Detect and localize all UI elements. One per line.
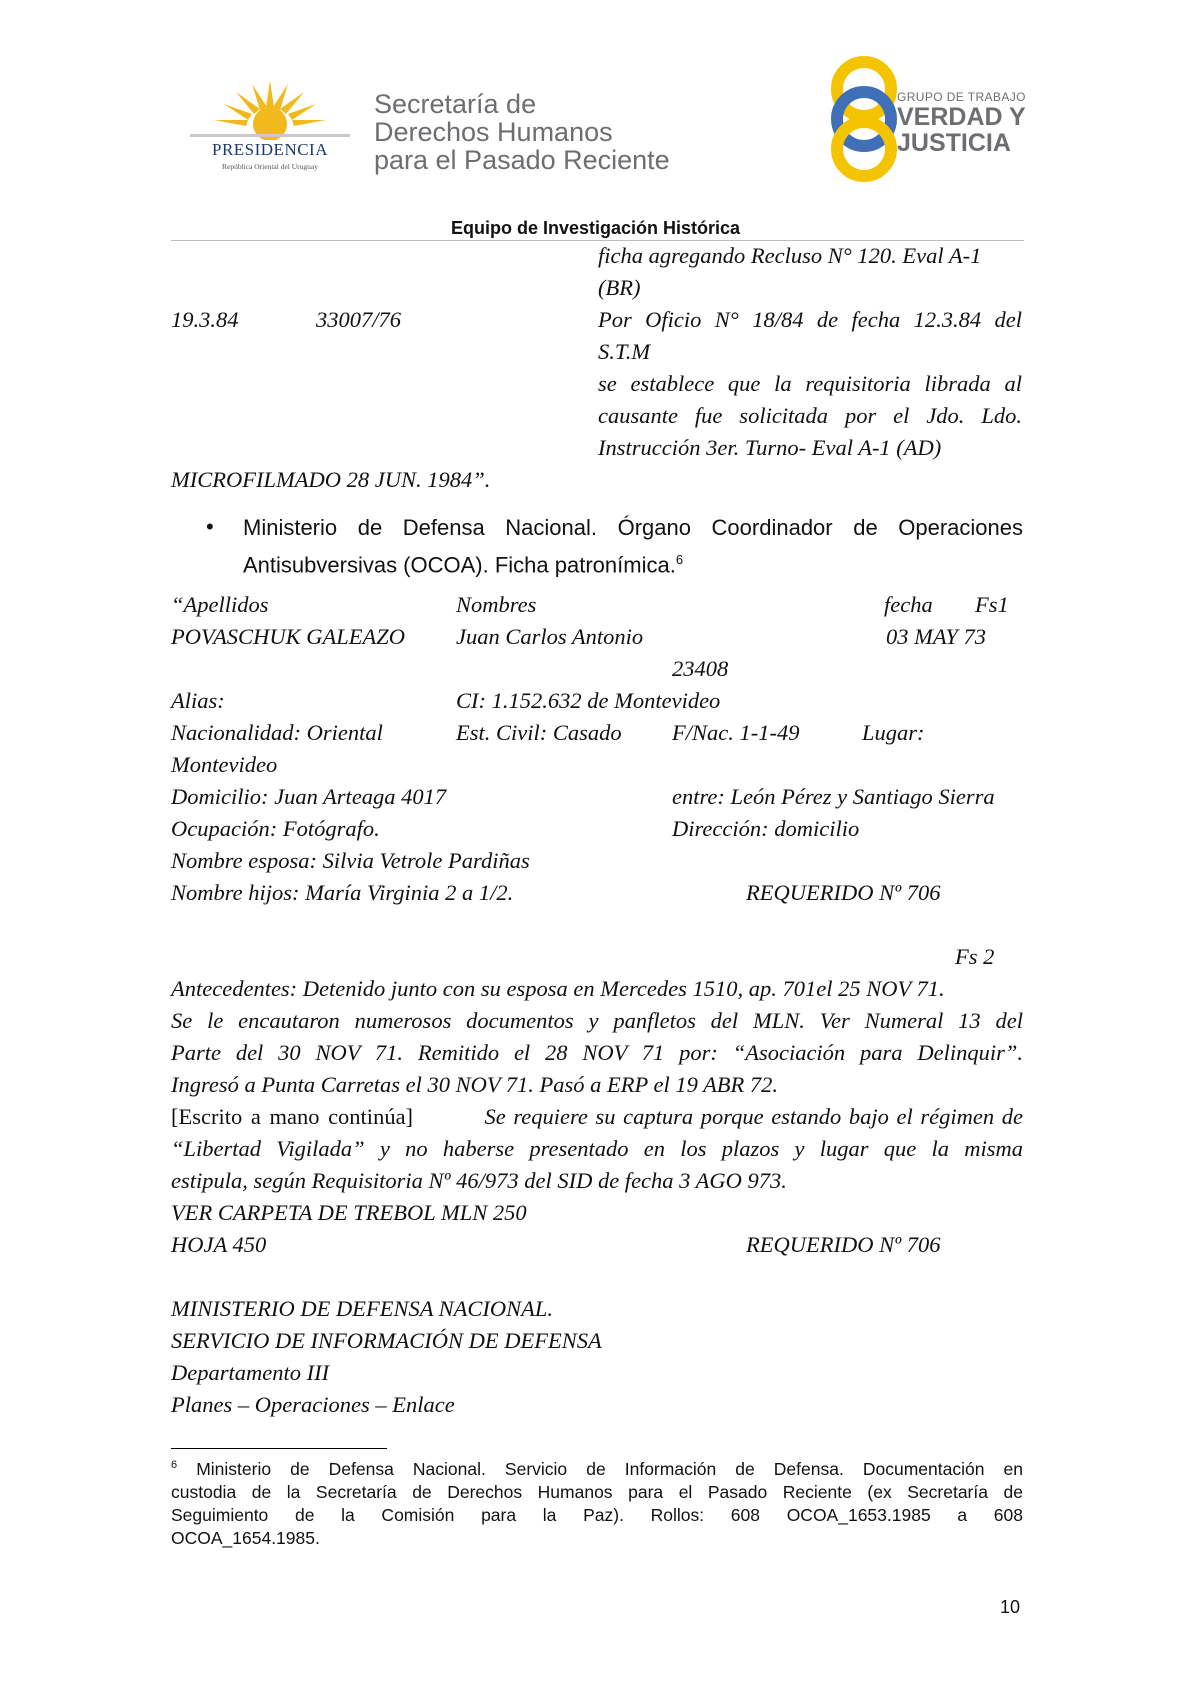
ficha-code: 23408 [672,656,729,681]
ficha-domicilio: Domicilio: Juan Arteaga 4017 [171,784,447,809]
grupo-line-3: JUSTICIA [897,129,1011,157]
hoja-ref: HOJA 450 [171,1232,267,1257]
presidencia-logo [190,78,350,178]
ficha-fecha: 03 MAY 73 [886,624,987,649]
ficha-header-fs: Fs1 [975,592,1009,617]
antecedentes-line-4: Ingresó a Punta Carretas el 30 NOV 71. Pasó a ERP el 19 ABR 72. [171,1072,779,1097]
record-line-7: Instrucción 3er. Turno- Eval A-1 (AD) [598,435,942,460]
record-date: 19.3.84 [171,307,239,332]
ficha-ci: CI: 1.152.632 de Montevideo [456,688,721,713]
footnote-line-2: custodia de la Secretaría de Derechos Humanos para el Pasado Reciente (ex Secretaría de [171,1481,1023,1502]
footnote-reference[interactable]: 6 [675,552,684,567]
requiere-line-1 [171,1101,1023,1133]
antecedentes-line-1: Antecedentes: Detenido junto con su esposa en Mercedes 1510, ap. 701el 25 NOV 71. [171,976,945,1001]
ficha-fecha-nacimiento: F/Nac. 1-1-49 [672,720,800,745]
ficha-nacionalidad: Nacionalidad: Oriental [171,720,383,745]
antecedentes-line-3: Parte del 30 NOV 71. Remitido el 28 NOV 71 por: “Asociación para Delinquir”. [171,1040,1023,1065]
ficha-alias: Alias: [171,688,225,713]
ficha-requerido-1: REQUERIDO Nº 706 [746,880,941,905]
grupo-line-1: GRUPO DE TRABAJO [897,90,1026,104]
ficha-fs2: Fs 2 [955,944,995,969]
secretaria-line-2: Derechos Humanos [374,117,613,147]
bullet-line-1: Ministerio de Defensa Nacional. Órgano Coordinador de Operaciones [243,515,1023,540]
ficha-direccion: Dirección: domicilio [672,816,860,841]
ficha-nombres: Juan Carlos Antonio [456,624,644,649]
ficha-header-apellidos: “Apellidos [171,592,269,617]
ministerio-line-3: Departamento III [171,1360,330,1385]
requiere-text-1: Se requiere su captura porque estando bajo el régimen de [484,1104,1023,1129]
team-title: Equipo de Investigación Histórica [450,218,741,238]
grupo-line-2: VERDAD Y [897,103,1026,131]
ficha-ocupacion: Ocupación: Fotógrafo. [171,816,380,841]
ficha-apellidos: POVASCHUK GALEAZO [171,624,405,649]
secretaria-logo-text [374,90,670,174]
ficha-header-nombres: Nombres [456,592,537,617]
record-line-5: se establece que la requisitoria librada al [598,371,1022,396]
record-line-1: ficha agregando Recluso N° 120. Eval A-1 [598,243,982,268]
republica-label: República Oriental del Uruguay [221,162,318,171]
carpeta-ref: VER CARPETA DE TREBOL MLN 250 [171,1200,527,1225]
ficha-lugar-value: Montevideo [171,752,278,777]
footnote-text-1: Ministerio de Defensa Nacional. Servicio de Información de Defensa. Documentación en [196,1458,1023,1479]
ministerio-line-2: SERVICIO DE INFORMACIÓN DE DEFENSA [171,1328,602,1353]
requiere-line-2: “Libertad Vigilada” y no haberse presentado en los plazos y lugar que la misma [171,1136,1023,1161]
ministerio-line-4: Planes – Operaciones – Enlace [171,1392,455,1417]
record-line-6: causante fue solicitada por el Jdo. Ldo. [598,403,1022,428]
grupo-trabajo-text [897,90,1026,156]
ficha-header-fecha: fecha [884,592,933,617]
footnote-rule [171,1448,387,1449]
footnote [171,1454,1023,1550]
ficha-esposa: Nombre esposa: Silvia Vetrole Pardiñas [171,848,530,873]
handwritten-note: [Escrito a mano continúa] [171,1104,414,1129]
footnote-line-1 [171,1454,1023,1481]
ficha-lugar: Lugar: [862,720,925,745]
microfilm-note: MICROFILMADO 28 JUN. 1984”. [171,467,491,492]
requiere-line-3: estipula, según Requisitoria Nº 46/973 del SID de fecha 3 AGO 973. [171,1168,787,1193]
ficha-requerido-2: REQUERIDO Nº 706 [746,1232,941,1257]
record-number: 33007/76 [316,307,402,332]
ministerio-line-1: MINISTERIO DE DEFENSA NACIONAL. [171,1296,554,1321]
sun-emblem-icon [190,78,350,140]
presidencia-label: PRESIDENCIA [211,140,328,159]
footnote-line-3: Seguimiento de la Comisión para la Paz). Rollos: 608 OCOA_1653.1985 a 608 [171,1504,1023,1525]
record-line-2: (BR) [598,275,641,300]
antecedentes-line-2: Se le encautaron numerosos documentos y panfletos del MLN. Ver Numeral 13 del [171,1008,1023,1033]
footnote-line-4: OCOA_1654.1985. [171,1527,320,1548]
secretaria-line-1: Secretaría de [374,89,537,119]
bullet-line-2 [243,544,683,581]
ficha-hijos: Nombre hijos: María Virginia 2 a 1/2. [171,880,514,905]
secretaria-line-3: para el Pasado Reciente [374,145,670,175]
page-number: 10 [1000,1597,1021,1617]
ficha-estado-civil: Est. Civil: Casado [456,720,622,745]
footnote-number: 6 [171,1459,178,1471]
ficha-entre: entre: León Pérez y Santiago Sierra [672,784,995,809]
record-line-3: Por Oficio N° 18/84 de fecha 12.3.84 del [598,307,1022,332]
bullet-line-2-text: Antisubversivas (OCOA). Ficha patronímica. [243,552,676,578]
record-line-4: S.T.M [598,339,651,364]
bullet-symbol: • [206,514,214,539]
